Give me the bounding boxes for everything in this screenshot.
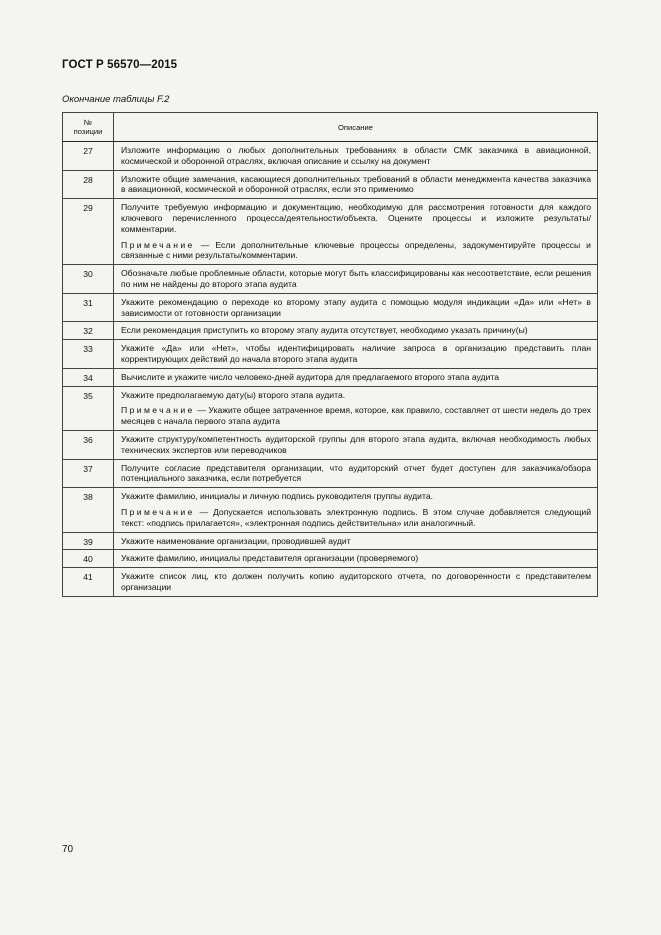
row-text: Укажите фамилию, инициалы представителя организации (проверяемого)	[121, 553, 419, 564]
row-description	[114, 322, 598, 340]
row-text: Укажите наименование организации, проводившей аудит	[121, 535, 351, 546]
row-text: Укажите рекомендацию о переходе ко второму этапу аудита с помощью модуля индикации «Да» или «Нет» в зависимости от готовности организации	[121, 296, 591, 318]
row-number: 41	[63, 568, 114, 597]
row-text: Изложите общие замечания, касающиеся дополнительных требований в области менеджмента качества заказчика в авиационной, космической и оборонной отраслях, если это применимо	[121, 173, 591, 195]
row-text: Вычислите и укажите число человеко-дней аудитора для предлагаемого второго этапа аудита	[121, 371, 499, 382]
row-number: 27	[63, 142, 114, 171]
row-text: Укажите «Да» или «Нет», чтобы идентифицировать наличие запроса в организацию представить план корректирующих действий до начала второго этапа аудита	[121, 343, 591, 364]
row-description	[114, 550, 598, 568]
row-text: Изложите информацию о любых дополнительных требованиях в области СМК заказчика в авиационной, космической и оборонной отраслях, включая описание и ссылку на документ	[121, 145, 591, 166]
row-number: 32	[63, 322, 114, 340]
column-header-description: Описание	[114, 113, 598, 142]
table-row	[63, 142, 598, 171]
note-text: — Укажите общее затраченное время, которое, как правило, составляет от шести недель до трех месяцев с начала первого этапа аудита	[121, 405, 591, 427]
row-description	[114, 430, 598, 459]
table-row	[63, 368, 598, 386]
table-row	[63, 532, 598, 550]
page-number: 70	[62, 844, 74, 855]
row-description	[114, 459, 598, 488]
row-description	[114, 532, 598, 550]
row-description	[114, 293, 598, 322]
row-description	[114, 199, 598, 265]
row-note	[121, 240, 591, 262]
row-description	[114, 142, 598, 171]
row-text: Получите требуемую информацию и документацию, необходимую для рассмотрения готовности для каждого ключевого перечисленного процесса/деятельности/объекта. Оцените процессы и изложите результаты/комментарии.	[121, 202, 591, 234]
row-number: 39	[63, 532, 114, 550]
row-number: 29	[63, 199, 114, 265]
table-row	[63, 293, 598, 322]
table-row	[63, 459, 598, 488]
note-label: Примечание	[121, 239, 195, 250]
table-row	[63, 265, 598, 294]
row-number: 28	[63, 170, 114, 199]
row-text: Если рекомендация приступить ко второму этапу аудита отсутствует, необходимо указать причину(ы)	[121, 325, 528, 336]
row-description	[114, 386, 598, 430]
row-text: Укажите список лиц, кто должен получить копию аудиторского отчета, по договоренности с представителем организации	[121, 571, 591, 592]
requirements-table	[62, 112, 598, 597]
table-row	[63, 170, 598, 199]
note-label: Примечание	[121, 405, 195, 416]
row-number: 38	[63, 488, 114, 532]
row-text: Укажите предполагаемую дату(ы) второго этапа аудита.	[121, 389, 346, 400]
row-description	[114, 568, 598, 597]
row-note	[121, 507, 591, 529]
row-number: 37	[63, 459, 114, 488]
row-description	[114, 170, 598, 199]
row-description	[114, 368, 598, 386]
column-header-number: № позиции	[63, 113, 114, 142]
row-description	[114, 265, 598, 294]
document-title: ГОСТ Р 56570—2015	[62, 59, 178, 71]
table-row	[63, 568, 598, 597]
row-number: 33	[63, 340, 114, 369]
table-row	[63, 340, 598, 369]
row-text: Укажите структуру/компетентность аудиторской группы для второго этапа аудита, включая необходимость любых технических экспертов или переводчиков	[121, 433, 591, 455]
table-caption: Окончание таблицы F.2	[62, 94, 170, 105]
table-row	[63, 199, 598, 265]
row-text: Получите согласие представителя организации, что аудиторский отчет будет доступен для заказчика/обзора потенциального заказчика, если потребуется	[121, 462, 591, 484]
row-number: 36	[63, 430, 114, 459]
row-number: 34	[63, 368, 114, 386]
row-text: Обозначьте любые проблемные области, которые могут быть классифицированы как несоответствие, если решения по ним не найдены до второго этапа аудита	[121, 268, 591, 289]
note-label: Примечание	[121, 506, 195, 517]
row-number: 40	[63, 550, 114, 568]
table-header-row	[63, 113, 598, 142]
row-note	[121, 405, 591, 427]
row-number: 35	[63, 386, 114, 430]
row-description	[114, 488, 598, 532]
note-text: — Допускается использовать электронную подпись. В этом случае добавляется следующий текст: «подпись прилагается», «электронная подпись действительна» или аналогичный.	[121, 506, 591, 528]
table-row	[63, 322, 598, 340]
table-row	[63, 488, 598, 532]
row-number: 31	[63, 293, 114, 322]
row-text: Укажите фамилию, инициалы и личную подпись руководителя группы аудита.	[121, 491, 433, 502]
table-row	[63, 430, 598, 459]
note-text: — Если дополнительные ключевые процессы определены, задокументируйте процессы и связанные с ними результаты/комментарии.	[121, 239, 591, 261]
row-number: 30	[63, 265, 114, 294]
table-row	[63, 386, 598, 430]
row-description	[114, 340, 598, 369]
table-row	[63, 550, 598, 568]
